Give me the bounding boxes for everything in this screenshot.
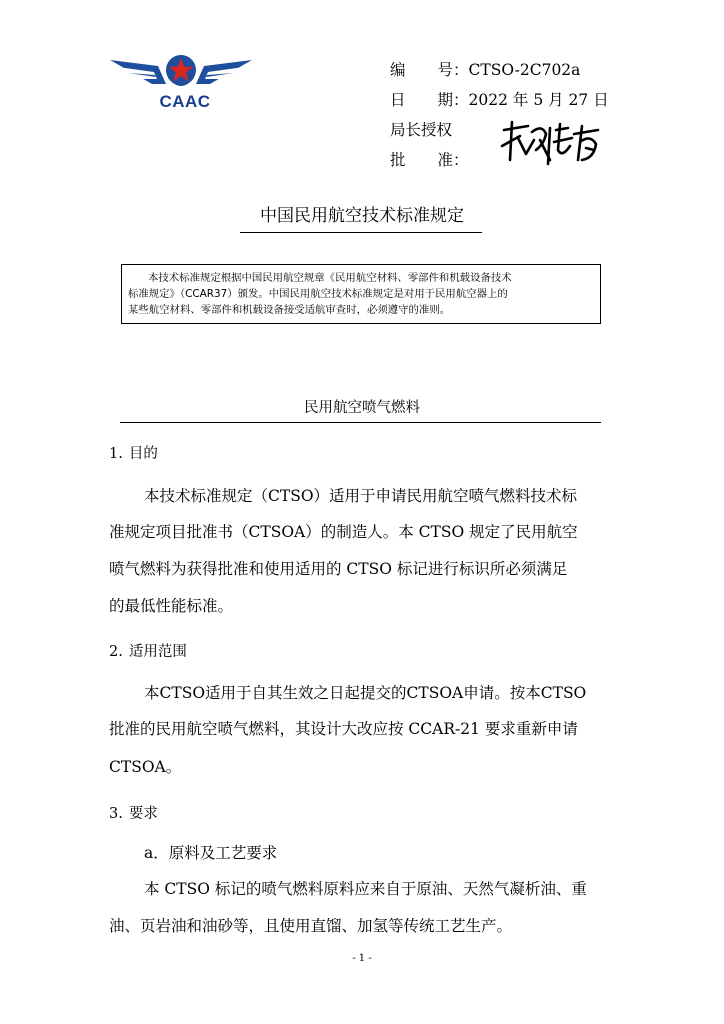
document-title: 民用航空喷气燃料 (304, 400, 420, 416)
handwritten-signature (498, 120, 602, 168)
subsection-heading: a．原料及工艺要求 (144, 844, 278, 862)
paragraph-line: 的最低性能标准。 (109, 597, 234, 615)
section-heading (109, 640, 187, 661)
document-number-value: CTSO-2C702a (468, 61, 581, 79)
notice-line: 标准规定》（CCAR37）颁发。中国民用航空技术标准规定是对用于民用航空器上的 (128, 288, 508, 300)
approval-label-line2: 批 准： (390, 151, 469, 169)
paragraph-line: 喷气燃料为获得批准和使用适用的 CTSO 标记进行标识所必须满足 (109, 560, 568, 578)
document-date-value: 2022 年 5 月 27 日 (468, 91, 609, 109)
section-number: 3. (109, 806, 123, 822)
section-number: 1. (109, 446, 123, 462)
section-number: 2. (109, 644, 123, 660)
section-title: 适用范围 (128, 644, 187, 660)
title-underline (240, 232, 482, 233)
paragraph-line: 批准的民用航空喷气燃料，其设计大改应按 CCAR-21 要求重新申请 (109, 720, 578, 738)
section-title: 目的 (128, 446, 158, 462)
regulation-title: 中国民用航空技术标准规定 (260, 206, 464, 226)
section-heading (109, 802, 158, 823)
document-date-label: 日 期： (390, 91, 469, 109)
paragraph-line: 本技术标准规定（CTSO）适用于申请民用航空喷气燃料技术标 (144, 487, 578, 505)
paragraph-line: 本 CTSO 标记的喷气燃料原料应来自于原油、天然气凝析油、重 (144, 880, 587, 898)
paragraph-line: 本CTSO适用于自其生效之日起提交的CTSOA申请。按本CTSO (144, 684, 587, 702)
notice-line: 某些航空材料、零部件和机载设备接受适航审查时，必须遵守的准则。 (128, 304, 451, 316)
section-heading (109, 442, 158, 463)
logo-text: CAAC (159, 92, 211, 111)
approval-label-line1: 局长授权 (390, 121, 453, 139)
document-number (390, 60, 580, 80)
paragraph-line: CTSOA。 (109, 758, 182, 776)
document-title-underline (120, 422, 601, 423)
paragraph-line: 准规定项目批准书（CTSOA）的制造人。本 CTSO 规定了民用航空 (109, 523, 578, 541)
caac-logo (108, 50, 254, 122)
caac-wings-emblem (108, 50, 254, 94)
page-number: - 1 - (352, 953, 372, 964)
document-number-label: 编 号： (390, 61, 469, 79)
notice-line: 本技术标准规定根据中国民用航空规章《民用航空材料、零部件和机载设备技术 (148, 272, 512, 284)
notice-box (121, 264, 601, 324)
document-date (390, 90, 609, 110)
paragraph-line: 油、页岩油和油砂等，且使用直馏、加氢等传统工艺生产。 (109, 917, 513, 935)
section-title: 要求 (128, 806, 158, 822)
